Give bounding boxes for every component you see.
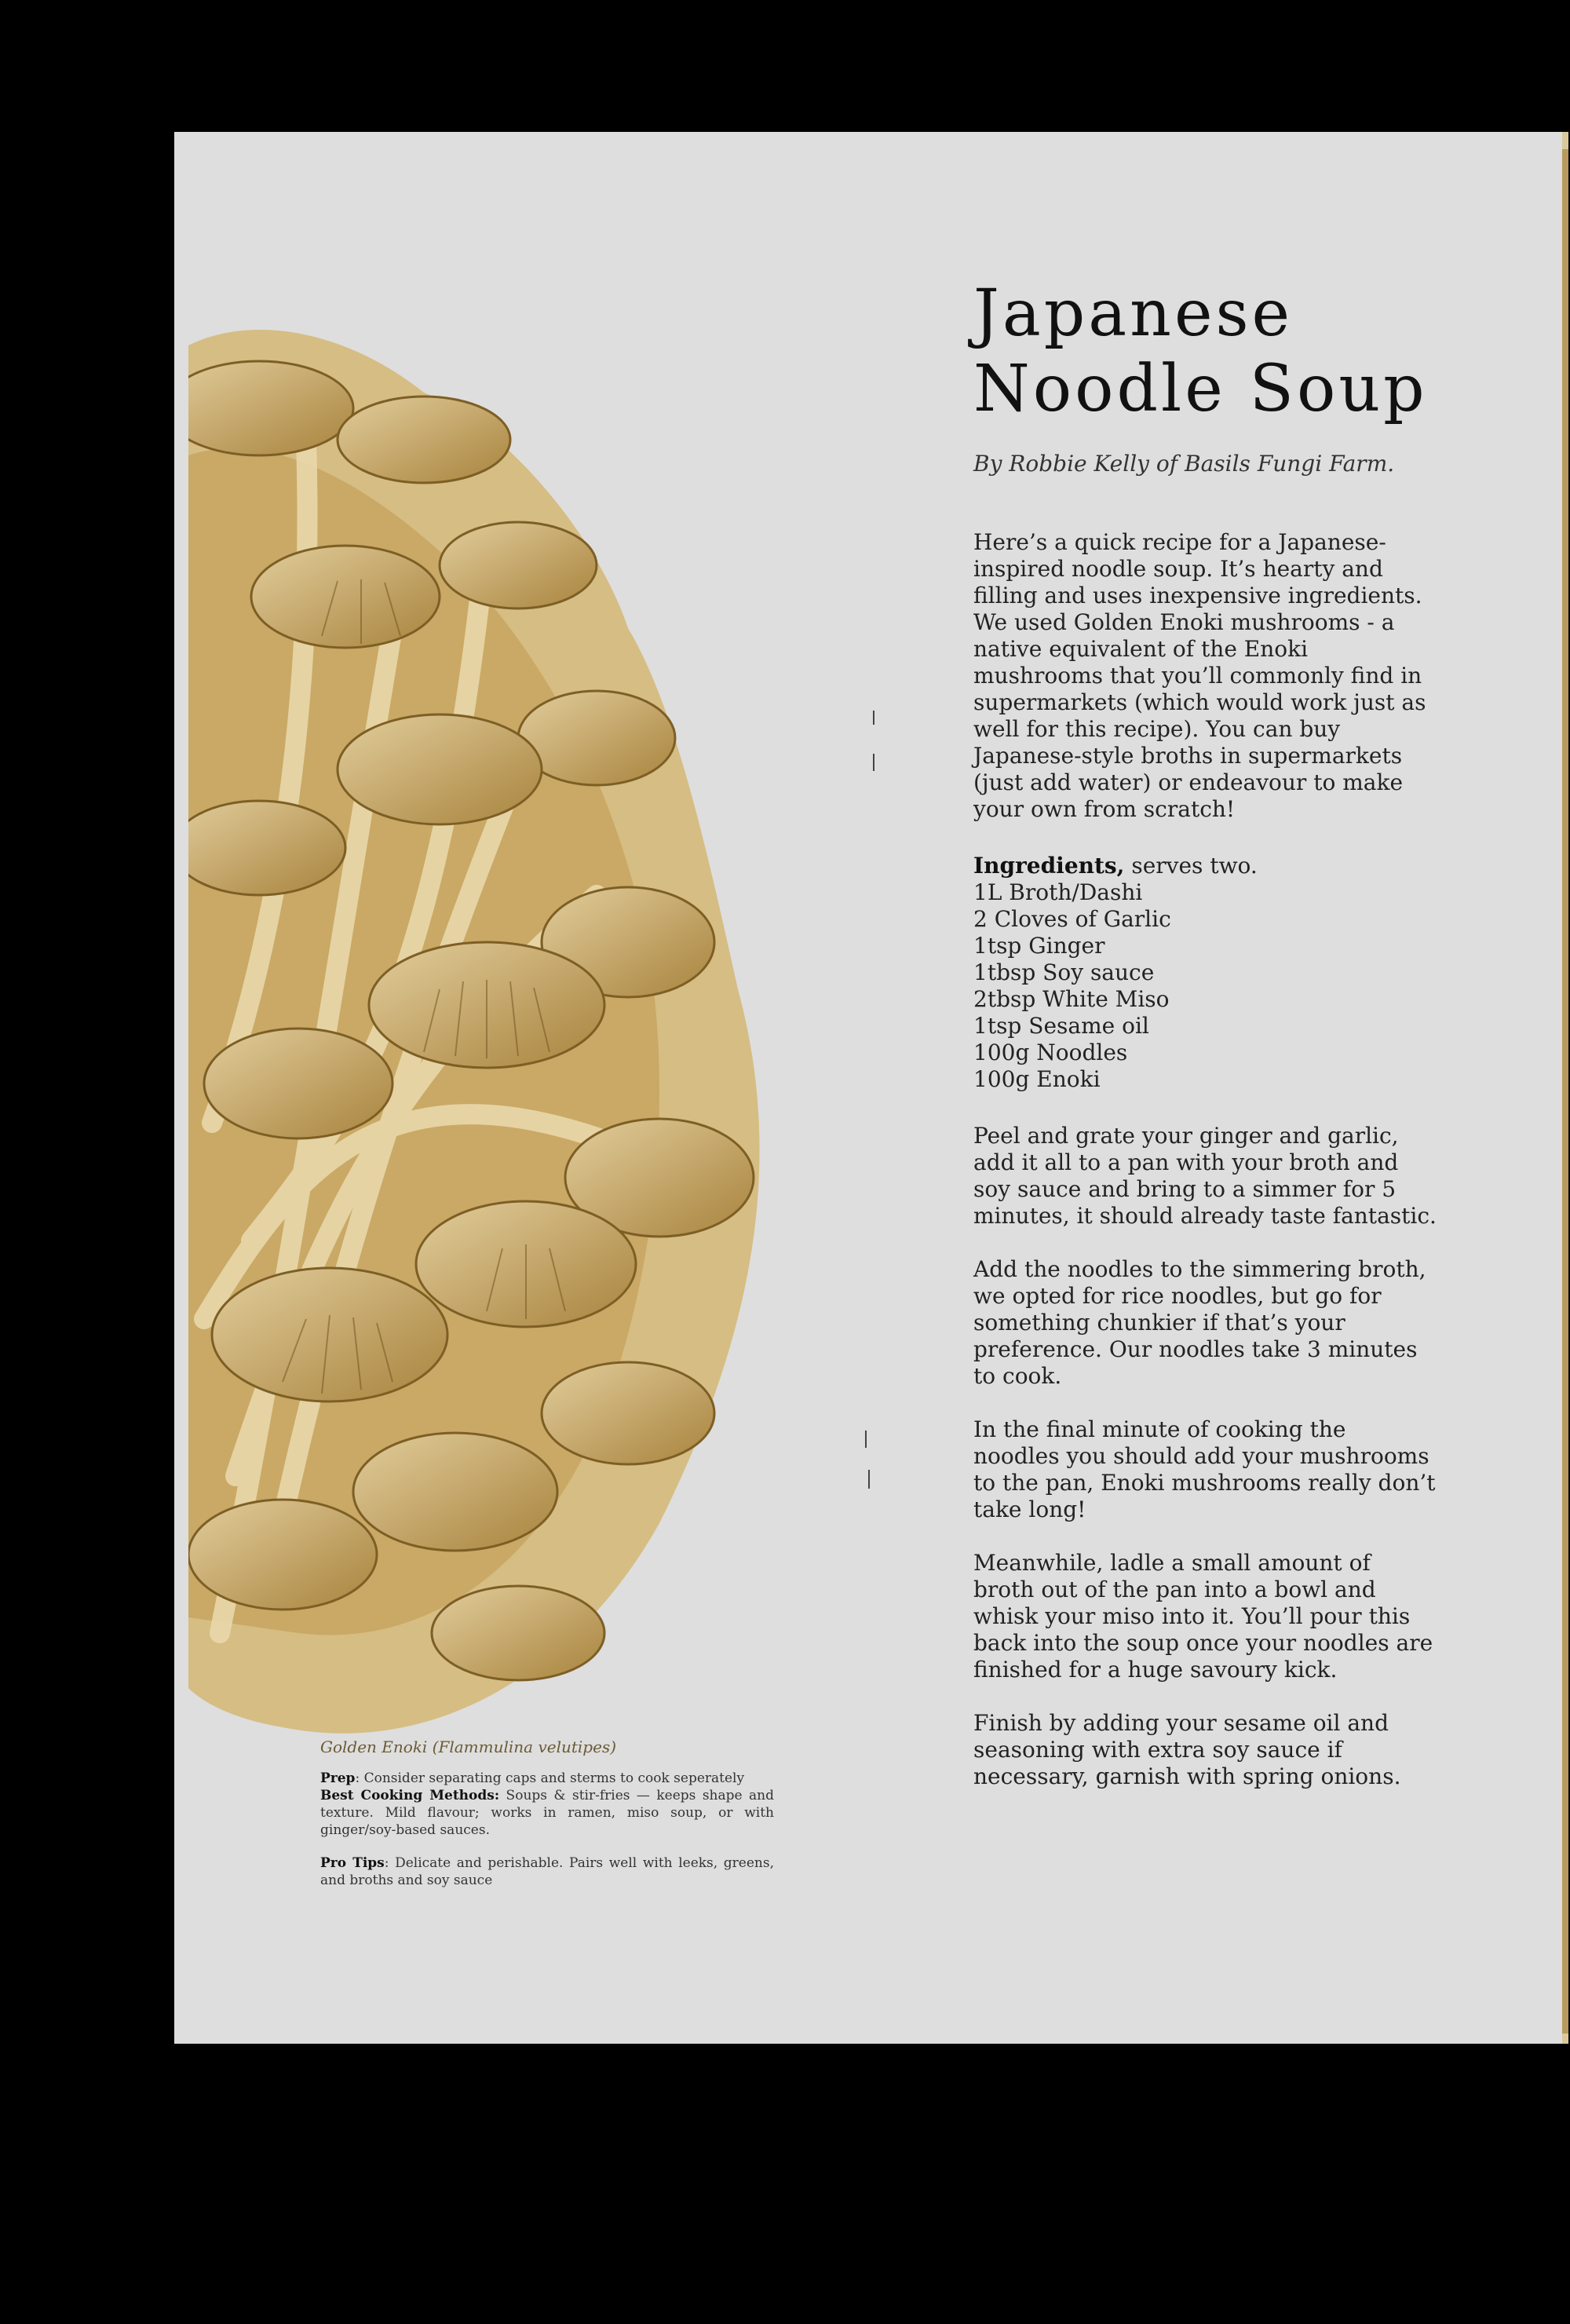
fold-mark <box>868 1470 870 1489</box>
methods-text: Soups & stir-fries — keeps shape and texture. Mild flavour; works in ramen, miso soup, or with ginger/soy-based sauces. <box>320 1788 774 1838</box>
ingredient-item: 1tbsp Soy sauce <box>973 959 1155 985</box>
ingredients-servings: serves two. <box>1124 853 1258 879</box>
method-step: In the final minute of cooking the noodles you should add your mushrooms to the pan, Enoki mushrooms really don’t take long! <box>973 1416 1436 1522</box>
ingredients-list <box>973 879 1437 1093</box>
title-line-1: Japanese <box>973 276 1294 351</box>
tips-label: Pro Tips <box>320 1855 385 1871</box>
pro-tips <box>320 1854 774 1889</box>
title-line-2: Noodle Soup <box>973 352 1428 426</box>
page-edge <box>1562 149 1568 2034</box>
intro-paragraph-2: We used Golden Enoki mushrooms - a native equivalent of the Enoki mushrooms that you’ll commonly find in supermarkets (which would work just as well for this recipe). You can buy Japanese-style broths in supermarkets (just add water) or endeavour to make your own from scratch! <box>973 609 1426 822</box>
prep-label: Prep <box>320 1770 356 1786</box>
ingredient-item: 1tsp Sesame oil <box>973 1013 1149 1039</box>
intro-paragraph-1: Here’s a quick recipe for a Japanese-inspired noodle soup. It’s hearty and filling and uses inexpensive ingredients. <box>973 529 1422 608</box>
mushroom-info-box <box>320 1738 774 1905</box>
ingredients-label: Ingredients, <box>973 853 1125 879</box>
intro-text <box>973 529 1437 823</box>
ingredient-item: 100g Enoki <box>973 1066 1101 1092</box>
method-step: Peel and grate your ginger and garlic, add it all to a pan with your broth and soy sauce and bring to a simmer for 5 minutes, it should already taste fantastic. <box>973 1123 1437 1229</box>
prep-note <box>320 1770 774 1839</box>
method-step: Add the noodles to the simmering broth, we opted for rice noodles, but go for something chunkier if that’s your preference. Our noodles take 3 minutes to cook. <box>973 1256 1426 1389</box>
fold-mark <box>865 1431 867 1448</box>
ingredients-section <box>973 853 1437 1093</box>
article-title <box>973 276 1476 427</box>
photo-caption: Golden Enoki (Flammulina velutipes) <box>320 1738 617 1756</box>
ingredient-item: 1L Broth/Dashi <box>973 879 1143 905</box>
fold-mark <box>873 754 874 771</box>
ingredient-item: 100g Noodles <box>973 1040 1128 1065</box>
methods-label: Best Cooking Methods: <box>320 1788 500 1803</box>
enoki-mushroom-photo <box>188 298 942 1774</box>
ingredients-header <box>973 853 1437 879</box>
method-steps <box>973 1123 1437 1817</box>
ingredient-item: 2tbsp White Miso <box>973 986 1170 1012</box>
byline: By Robbie Kelly of Basils Fungi Farm. <box>973 451 1395 477</box>
method-step: Meanwhile, ladle a small amount of broth out of the pan into a bowl and whisk your miso into it. You’ll pour this back into the soup once your noodles are finished for a huge savoury kick. <box>973 1550 1433 1683</box>
fold-mark <box>873 711 874 725</box>
method-step: Finish by adding your sesame oil and seasoning with extra soy sauce if necessary, garnish with spring onions. <box>973 1710 1401 1789</box>
ingredient-item: 1tsp Ginger <box>973 933 1105 959</box>
ingredient-item: 2 Cloves of Garlic <box>973 906 1171 932</box>
tips-text: : Delicate and perishable. Pairs well with leeks, greens, and broths and soy sauce <box>320 1855 774 1888</box>
prep-text: : Consider separating caps and sterms to cook seperately <box>355 1770 745 1786</box>
